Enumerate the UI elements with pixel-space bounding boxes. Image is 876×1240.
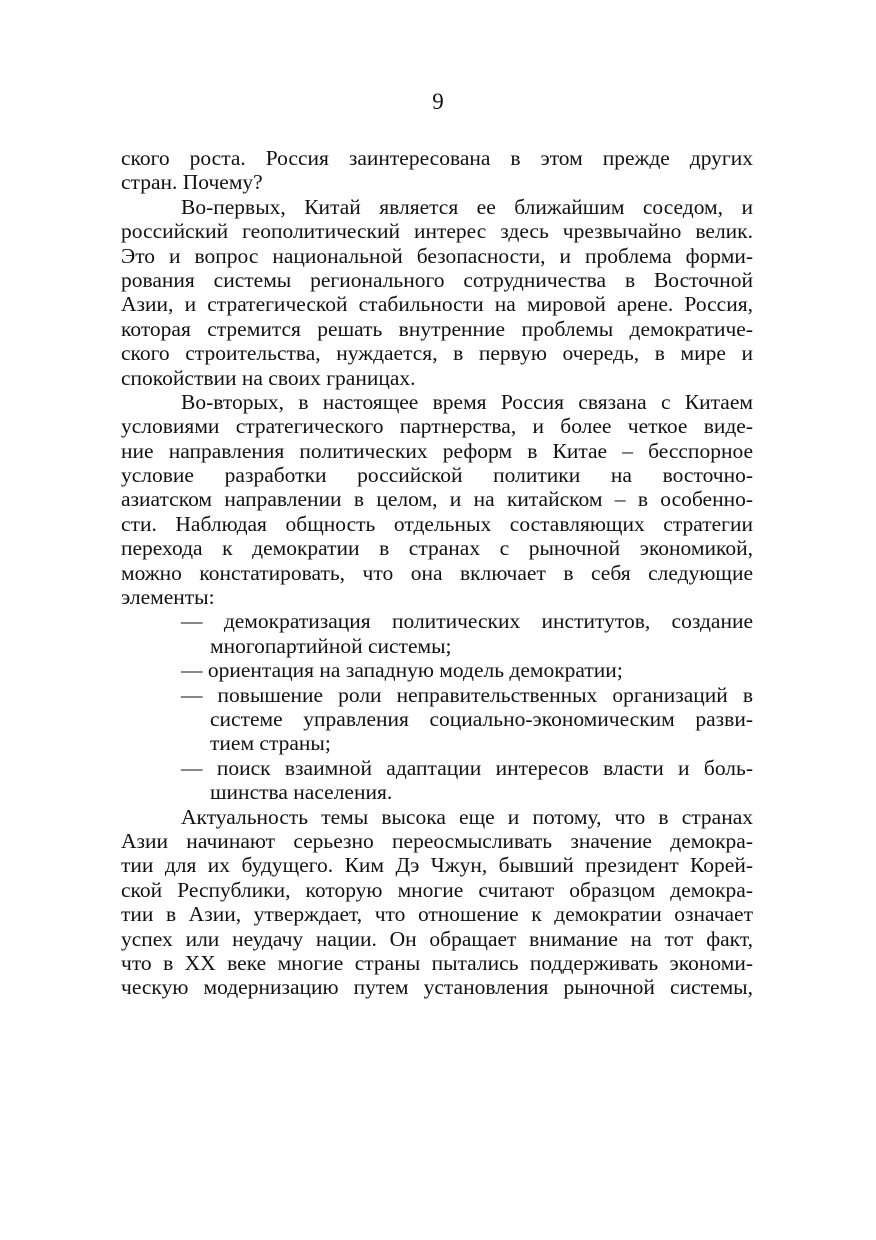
- text-line: условиями стратегического партнерства, и более четкое виде-: [121, 414, 753, 439]
- text-line: ние направления политических реформ в Китае – бесспорное: [121, 438, 753, 463]
- text-line: сти. Наблюдая общность отдельных составляющих стратегии: [121, 511, 753, 536]
- text-line: — ориентация на западную модель демократии;: [181, 658, 623, 683]
- text-line: многопартийной системы;: [210, 633, 452, 658]
- text-line: Это и вопрос национальной безопасности, и проблема форми-: [121, 243, 753, 268]
- text-line: тием страны;: [210, 731, 331, 756]
- text-line: стран. Почему?: [121, 170, 263, 195]
- text-line: можно констатировать, что она включает в себя следующие: [121, 560, 753, 585]
- text-line: — демократизация политических институтов, создание: [181, 609, 753, 634]
- text-line: Во-вторых, в настоящее время Россия связана с Китаем: [181, 389, 753, 414]
- text-line: тии в Азии, утверждает, что отношение к демократии означает: [121, 902, 753, 927]
- text-line: Азии, и стратегической стабильности на мировой арене. Россия,: [121, 292, 753, 317]
- text-line: спокойствии на своих границах.: [121, 365, 416, 390]
- text-line: Во-первых, Китай является ее ближайшим соседом, и: [181, 194, 753, 219]
- text-line: элементы:: [121, 585, 215, 610]
- text-line: которая стремится решать внутренние проблемы демократиче-: [121, 316, 753, 341]
- text-line: ческую модернизацию путем установления рыночной системы,: [121, 975, 753, 1000]
- text-line: условие разработки российской политики на восточно-: [121, 463, 753, 488]
- text-line: рования системы регионального сотрудничества в Восточной: [121, 267, 753, 292]
- text-line: — повышение роли неправительственных организаций в: [181, 682, 753, 707]
- text-line: — поиск взаимной адаптации интересов власти и боль-: [181, 755, 753, 780]
- page-number: 9: [432, 89, 444, 114]
- text-line: Актуальность темы высока еще и потому, что в странах: [181, 804, 753, 829]
- text-line: шинства населения.: [210, 780, 393, 805]
- text-line: системе управления социально-экономическим разви-: [210, 706, 753, 731]
- text-line: тии для их будущего. Ким Дэ Чжун, бывший президент Корей-: [121, 853, 753, 878]
- text-line: ского строительства, нуждается, в первую очередь, в мире и: [121, 341, 753, 366]
- text-line: азиатском направлении в целом, и на китайском – в особенно-: [121, 487, 753, 512]
- text-line: перехода к демократии в странах с рыночной экономикой,: [121, 536, 753, 561]
- text-line: Азии начинают серьезно переосмысливать значение демокра-: [121, 828, 753, 853]
- text-line: что в XX веке многие страны пытались поддерживать экономи-: [121, 950, 753, 975]
- text-line: ской Республики, которую многие считают образцом демокра-: [121, 877, 753, 902]
- body-text: [121, 146, 753, 1000]
- text-line: российский геополитический интерес здесь чрезвычайно велик.: [121, 219, 753, 244]
- text-line: ского роста. Россия заинтересована в этом прежде других: [121, 146, 753, 170]
- text-line: успех или неудачу нации. Он обращает внимание на тот факт,: [121, 926, 753, 951]
